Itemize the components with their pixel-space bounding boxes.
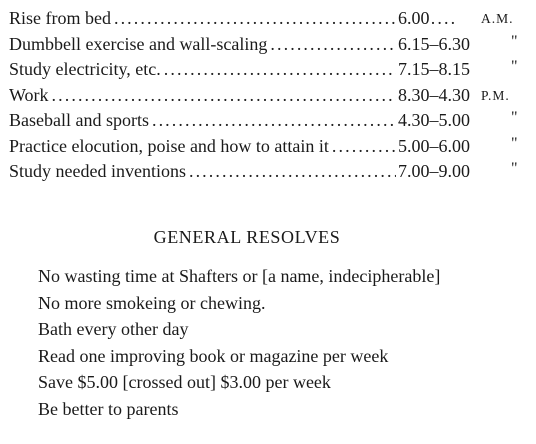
schedule-time: 7.15–8.15 xyxy=(396,57,470,83)
resolve-item: No wasting time at Shafters or [a name, indecipherable] xyxy=(38,266,441,286)
schedule-time: 8.30–4.30 xyxy=(396,83,470,109)
schedule-time: 4.30–5.00 xyxy=(396,108,470,134)
general-resolves-heading: GENERAL RESOLVES xyxy=(153,227,341,247)
daily-schedule xyxy=(9,6,529,185)
schedule-activity: Rise from bed xyxy=(9,6,114,32)
schedule-time: 6.00 xyxy=(396,6,430,32)
schedule-time: 7.00–9.00 xyxy=(396,159,470,185)
schedule-row xyxy=(9,134,529,160)
schedule-row xyxy=(9,57,529,83)
resolve-item: No more smokeing or chewing. xyxy=(38,292,266,313)
resolve-item: Read one improving book or magazine per week xyxy=(38,345,389,366)
resolve-item: Be better to parents xyxy=(38,398,179,419)
schedule-line xyxy=(9,32,454,58)
schedule-period-ditto: " xyxy=(511,134,519,152)
schedule-time: 5.00–6.00 xyxy=(396,134,470,160)
schedule-row xyxy=(9,108,529,134)
schedule-period-ditto: " xyxy=(511,160,519,177)
schedule-row xyxy=(9,6,529,32)
schedule-activity: Dumbbell exercise and wall-scaling xyxy=(9,32,270,58)
schedule-period-ditto: " xyxy=(511,58,519,75)
schedule-activity: Study needed inventions xyxy=(9,159,189,185)
dot-leader xyxy=(52,83,454,109)
schedule-line xyxy=(9,134,454,160)
schedule-row xyxy=(9,83,529,109)
resolve-item: Save $5.00 [crossed out] $3.00 per week xyxy=(38,372,331,392)
schedule-row xyxy=(9,32,529,58)
schedule-period: A.M. xyxy=(481,11,514,26)
schedule-period-ditto: " xyxy=(511,109,519,126)
schedule-period-ditto: " xyxy=(511,32,519,50)
schedule-time: 6.15–6.30 xyxy=(396,32,470,58)
section-heading xyxy=(0,227,536,248)
schedule-period: P.M. xyxy=(481,87,510,103)
schedule-activity: Practice elocution, poise and how to attain it xyxy=(9,134,332,160)
schedule-line xyxy=(9,83,454,109)
schedule-line xyxy=(9,57,454,83)
schedule-activity: Study electricity, etc. xyxy=(9,57,164,83)
resolves-list xyxy=(38,263,440,422)
schedule-activity: Work xyxy=(9,83,52,109)
schedule-activity: Baseball and sports xyxy=(9,108,152,134)
schedule-line xyxy=(9,6,454,32)
resolve-item: Bath every other day xyxy=(38,319,189,339)
schedule-line xyxy=(9,159,454,185)
schedule-line xyxy=(9,108,454,134)
schedule-row xyxy=(9,159,529,185)
